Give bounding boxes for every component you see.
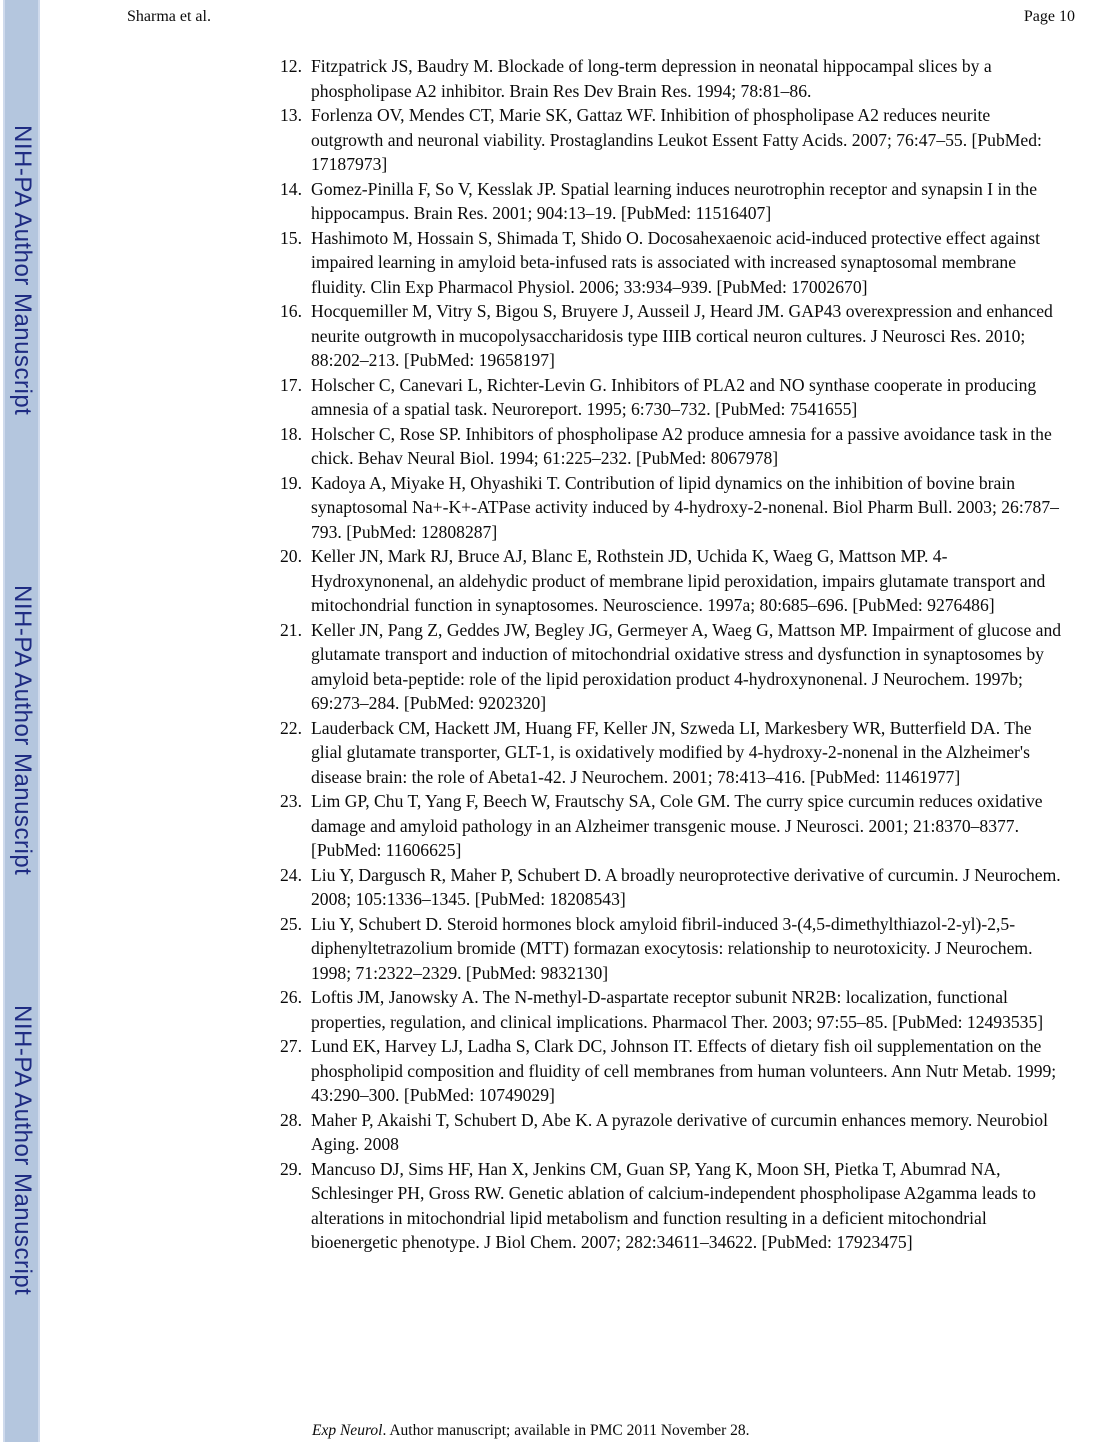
reference-item [280,422,1062,471]
reference-number: 12. [280,56,302,76]
reference-text: Maher P, Akaishi T, Schubert D, Abe K. A pyrazole derivative of curcumin enhances memory. Neurobiol Aging. 2008 [311,1109,1048,1154]
reference-item [280,912,1062,986]
reference-text: Hocquemiller M, Vitry S, Bigou S, Bruyere J, Ausseil J, Heard JM. GAP43 overexpression and enhanced neurite outgrowth in mucopolysaccharidosis type IIIB cortical neuron cultures. J Neurosci Res. 2010; 88:202–213. [PubMed: 19658197] [311,301,1053,370]
reference-text: Lauderback CM, Hackett JM, Huang FF, Keller JN, Szweda LI, Markesbery WR, Butterfield DA. The glial glutamate transporter, GLT-1, is oxidatively modified by 4-hydroxy-2-nonenal in the Alzheimer's disease brain: the role of Abeta1-42. J Neurochem. 2001; 78:413–416. [PubMed: 11461977] [311,717,1032,787]
reference-text: Lund EK, Harvey LJ, Ladha S, Clark DC, Johnson IT. Effects of dietary fish oil supplementation on the phospholipid composition and fluidity of cell membranes from human volunteers. Ann Nutr Metab. 1999; 43:290–300. [PubMed: 10749029] [311,1036,1057,1105]
reference-text: Loftis JM, Janowsky A. The N-methyl-D-aspartate receptor subunit NR2B: localization, functional properties, regulation, and clinical implications. Pharmacol Ther. 2003; 97:55–85. [PubMed: 12493535] [311,987,1044,1032]
reference-text: Fitzpatrick JS, Baudry M. Blockade of long-term depression in neonatal hippocampal slices by a phospholipase A2 inhibitor. Brain Res Dev Brain Res. 1994; 78:81–86. [311,56,992,101]
page-number: Page 10 [1023,8,1075,25]
reference-number: 24. [280,864,302,885]
reference-item [280,863,1062,912]
reference-text: Lim GP, Chu T, Yang F, Beech W, Frautschy SA, Cole GM. The curry spice curcumin reduces oxidative damage and amyloid pathology in an Alzheimer transgenic mouse. J Neurosci. 2001; 21:8370–8377. [PubMed: 11606625] [311,791,1043,860]
reference-number: 17. [280,374,302,395]
reference-number: 18. [280,423,302,444]
reference-number: 23. [280,791,302,811]
reference-item [280,789,1062,863]
reference-number: 25. [280,913,302,934]
nihpa-watermark-label: NIH-PA Author Manuscript [9,585,36,876]
reference-text: Holscher C, Rose SP. Inhibitors of phospholipase A2 produce amnesia for a passive avoidance task in the chick. Behav Neural Biol. 1994; 61:225–232. [PubMed: 8067978] [311,423,1052,468]
reference-number: 22. [280,717,302,738]
reference-item [280,177,1062,226]
reference-item [280,1034,1062,1108]
reference-item [280,103,1062,177]
reference-item [280,618,1062,716]
reference-item [280,471,1062,545]
reference-list [280,54,1062,1255]
journal-name: Exp Neurol [312,1422,383,1439]
reference-text: Forlenza OV, Mendes CT, Marie SK, Gattaz WF. Inhibition of phospholipase A2 reduces neurite outgrowth and neuronal viability. Prostaglandins Leukot Essent Fatty Acids. 2007; 76:47–55. [PubMed: 17187973] [311,105,1042,174]
reference-number: 20. [280,546,302,566]
reference-number: 27. [280,1036,302,1056]
reference-text: Liu Y, Dargusch R, Maher P, Schubert D. A broadly neuroprotective derivative of curcumin. J Neurochem. 2008; 105:1336–1345. [PubMed: 18208543] [311,864,1061,909]
reference-item [280,54,1062,103]
reference-item [280,985,1062,1034]
reference-item [280,1108,1062,1157]
reference-item [280,373,1062,422]
nihpa-sidebar [3,0,40,1442]
nihpa-watermark-label: NIH-PA Author Manuscript [9,1005,36,1296]
reference-text: Keller JN, Pang Z, Geddes JW, Begley JG, Germeyer A, Waeg G, Mattson MP. Impairment of glucose and glutamate transport and induction of mitochondrial oxidative stress and dysfunction in synaptosomes by amyloid beta-peptide: role of the lipid peroxidation product 4-hydroxynonenal. J Neurochem. 1997b; 69:273–284. [PubMed: 9202320] [311,619,1062,713]
reference-number: 13. [280,105,302,125]
reference-text: Holscher C, Canevari L, Richter-Levin G. Inhibitors of PLA2 and NO synthase cooperate in producing amnesia of a spatial task. Neuroreport. 1995; 6:730–732. [PubMed: 7541655] [311,374,1037,419]
journal-citation-footer [312,1422,750,1440]
reference-number: 28. [280,1109,302,1130]
nihpa-watermark-label: NIH-PA Author Manuscript [9,125,36,416]
reference-number: 15. [280,227,302,248]
reference-text: Mancuso DJ, Sims HF, Han X, Jenkins CM, Guan SP, Yang K, Moon SH, Pietka T, Abumrad NA, Schlesinger PH, Gross RW. Genetic ablation of calcium-independent phospholipase A2gamma leads to alterations in mitochondrial lipid metabolism and function resulting in a deficient mitochondrial bioenergetic phenotype. J Biol Chem. 2007; 282:34611–34622. [PubMed: 17923475] [311,1158,1036,1252]
reference-item [280,716,1062,790]
reference-text: Kadoya A, Miyake H, Ohyashiki T. Contribution of lipid dynamics on the inhibition of bovine brain synaptosomal Na+-K+-ATPase activity induced by 4-hydroxy-2-nonenal. Biol Pharm Bull. 2003; 26:787–793. [PubMed: 12808287] [311,472,1059,542]
reference-item [280,1157,1062,1255]
reference-number: 19. [280,472,302,493]
reference-number: 16. [280,301,302,321]
reference-item [280,299,1062,373]
reference-text: Liu Y, Schubert D. Steroid hormones block amyloid fibril-induced 3-(4,5-dimethylthiazol-2-yl)-2,5-diphenyltetrazolium bromide (MTT) formazan exocytosis: relationship to neurotoxicity. J Neurochem. 1998; 71:2322–2329. [PubMed: 9832130] [311,913,1033,983]
reference-text: Hashimoto M, Hossain S, Shimada T, Shido O. Docosahexaenoic acid-induced protective effect against impaired learning in amyloid beta-infused rats is associated with increased synaptosomal membrane fluidity. Clin Exp Pharmacol Physiol. 2006; 33:934–939. [PubMed: 17002670] [311,227,1040,297]
running-head-author: Sharma et al. [127,8,211,25]
reference-item [280,544,1062,618]
reference-number: 14. [280,178,302,199]
citation-text: . Author manuscript; available in PMC 2011 November 28. [382,1422,750,1439]
reference-number: 26. [280,987,302,1007]
reference-text: Keller JN, Mark RJ, Bruce AJ, Blanc E, Rothstein JD, Uchida K, Waeg G, Mattson MP. 4-Hydroxynonenal, an aldehydic product of membrane lipid peroxidation, impairs glutamate transport and mitochondrial function in synaptosomes. Neuroscience. 1997a; 80:685–696. [PubMed: 9276486] [311,546,1046,615]
reference-number: 21. [280,619,302,640]
reference-text: Gomez-Pinilla F, So V, Kesslak JP. Spatial learning induces neurotrophin receptor and synapsin I in the hippocampus. Brain Res. 2001; 904:13–19. [PubMed: 11516407] [311,178,1038,223]
reference-item [280,226,1062,300]
reference-number: 29. [280,1158,302,1179]
